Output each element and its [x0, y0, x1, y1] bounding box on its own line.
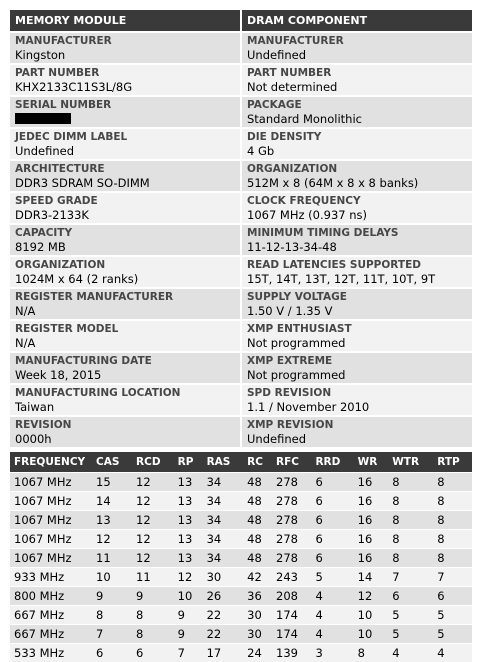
table-cell-rtp: 5	[433, 624, 472, 643]
field-label: MANUFACTURER	[247, 35, 344, 47]
table-cell-rrd: 3	[311, 643, 353, 662]
table-row	[10, 605, 472, 624]
table-cell-cas: 8	[92, 605, 132, 624]
field-label: CLOCK FREQUENCY	[247, 195, 361, 207]
table-cell-rcd: 9	[132, 586, 174, 605]
field-label: JEDEC DIMM LABEL	[15, 131, 128, 143]
memory-module-field-register-model	[10, 321, 240, 351]
timing-table	[10, 452, 472, 662]
dram-component-field-clock-frequency	[242, 193, 472, 223]
table-cell-rtp: 5	[433, 605, 472, 624]
table-cell-rfc: 278	[272, 529, 311, 548]
table-cell-frequency: 1067 MHz	[10, 548, 92, 567]
table-cell-wr: 14	[354, 567, 389, 586]
table-cell-wtr: 8	[388, 491, 433, 510]
field-label: SUPPLY VOLTAGE	[247, 291, 347, 303]
table-cell-ras: 34	[203, 472, 244, 491]
table-cell-rrd: 4	[311, 624, 353, 643]
memory-module-field-capacity	[10, 225, 240, 255]
table-cell-rcd: 12	[132, 491, 174, 510]
table-cell-rtp: 4	[433, 643, 472, 662]
redaction-bar	[15, 113, 71, 124]
table-cell-rtp: 8	[433, 548, 472, 567]
table-row	[10, 586, 472, 605]
table-cell-rp: 13	[174, 472, 203, 491]
field-label: XMP ENTHUSIAST	[247, 323, 352, 335]
dram-component-field-spd-revision	[242, 385, 472, 415]
table-cell-frequency: 667 MHz	[10, 605, 92, 624]
field-label: XMP REVISION	[247, 419, 334, 431]
table-cell-rtp: 8	[433, 472, 472, 491]
table-cell-ras: 22	[203, 624, 244, 643]
table-cell-ras: 34	[203, 529, 244, 548]
table-cell-rp: 13	[174, 510, 203, 529]
dram-component-field-die-density	[242, 129, 472, 159]
field-label: SERIAL NUMBER	[15, 99, 112, 111]
field-value: 8192 MB	[15, 240, 66, 254]
dram-component-field-part-number	[242, 65, 472, 95]
table-cell-wr: 12	[354, 586, 389, 605]
table-cell-rtp: 7	[433, 567, 472, 586]
table-cell-rp: 9	[174, 624, 203, 643]
table-cell-rrd: 6	[311, 529, 353, 548]
table-cell-wtr: 6	[388, 586, 433, 605]
table-cell-ras: 26	[203, 586, 244, 605]
table-cell-cas: 10	[92, 567, 132, 586]
table-cell-rp: 7	[174, 643, 203, 662]
field-label: DIE DENSITY	[247, 131, 322, 143]
field-value: 1.1 / November 2010	[247, 400, 370, 414]
field-value: Standard Monolithic	[247, 112, 362, 126]
table-cell-rtp: 8	[433, 491, 472, 510]
table-cell-rcd: 8	[132, 605, 174, 624]
table-cell-rc: 36	[243, 586, 272, 605]
field-value: N/A	[15, 336, 36, 350]
table-cell-rfc: 278	[272, 548, 311, 567]
dram-component-field-xmp-extreme	[242, 353, 472, 383]
table-cell-rcd: 12	[132, 529, 174, 548]
table-cell-wtr: 4	[388, 643, 433, 662]
table-cell-rrd: 6	[311, 472, 353, 491]
table-cell-rcd: 12	[132, 510, 174, 529]
column-header-rp: RP	[174, 452, 203, 472]
table-cell-rfc: 174	[272, 624, 311, 643]
spd-columns	[10, 10, 472, 447]
table-cell-rp: 9	[174, 605, 203, 624]
field-value: Taiwan	[15, 400, 55, 414]
table-cell-wr: 16	[354, 529, 389, 548]
field-value: Undefined	[15, 144, 74, 158]
field-value: Not programmed	[247, 336, 346, 350]
table-cell-rrd: 6	[311, 510, 353, 529]
table-row	[10, 567, 472, 586]
field-label: REGISTER MODEL	[15, 323, 119, 335]
table-cell-rfc: 278	[272, 472, 311, 491]
column-header-wtr: WTR	[388, 452, 433, 472]
field-label: MANUFACTURER	[15, 35, 112, 47]
field-value: Week 18, 2015	[15, 368, 102, 382]
dram-component-column	[242, 10, 472, 447]
table-cell-wtr: 5	[388, 624, 433, 643]
column-header-rc: RC	[243, 452, 272, 472]
timing-header-row	[10, 452, 472, 472]
table-cell-rp: 13	[174, 529, 203, 548]
table-cell-cas: 15	[92, 472, 132, 491]
field-label: ORGANIZATION	[247, 163, 338, 175]
field-value: 11-12-13-34-48	[247, 240, 337, 254]
field-value: DDR3 SDRAM SO-DIMM	[15, 176, 150, 190]
table-cell-rcd: 8	[132, 624, 174, 643]
table-cell-wtr: 8	[388, 548, 433, 567]
table-row	[10, 472, 472, 491]
table-cell-cas: 11	[92, 548, 132, 567]
field-label: PACKAGE	[247, 99, 302, 111]
table-cell-cas: 7	[92, 624, 132, 643]
table-cell-rfc: 278	[272, 491, 311, 510]
field-value: 1024M x 64 (2 ranks)	[15, 272, 139, 286]
field-value: KHX2133C11S3L/8G	[15, 80, 133, 94]
table-cell-rrd: 6	[311, 548, 353, 567]
field-label: SPEED GRADE	[15, 195, 98, 207]
table-cell-rrd: 6	[311, 491, 353, 510]
table-row	[10, 491, 472, 510]
table-cell-cas: 13	[92, 510, 132, 529]
table-cell-frequency: 1067 MHz	[10, 529, 92, 548]
table-cell-wtr: 8	[388, 510, 433, 529]
table-cell-frequency: 1067 MHz	[10, 491, 92, 510]
table-cell-rp: 13	[174, 548, 203, 567]
table-cell-wtr: 5	[388, 605, 433, 624]
table-cell-rc: 30	[243, 605, 272, 624]
field-value: 4 Gb	[247, 144, 275, 158]
table-cell-wr: 16	[354, 491, 389, 510]
dram-component-header: DRAM COMPONENT	[242, 10, 472, 31]
table-cell-rc: 42	[243, 567, 272, 586]
table-cell-rcd: 11	[132, 567, 174, 586]
table-cell-frequency: 533 MHz	[10, 643, 92, 662]
memory-module-field-manufacturing-date	[10, 353, 240, 383]
memory-module-field-register-manufacturer	[10, 289, 240, 319]
table-cell-rc: 48	[243, 510, 272, 529]
field-label: PART NUMBER	[247, 67, 332, 79]
field-label: MANUFACTURING LOCATION	[15, 387, 181, 399]
table-row	[10, 529, 472, 548]
memory-module-field-manufacturer	[10, 33, 240, 63]
table-cell-rtp: 8	[433, 529, 472, 548]
field-label: MINIMUM TIMING DELAYS	[247, 227, 399, 239]
table-cell-ras: 17	[203, 643, 244, 662]
table-cell-rc: 48	[243, 548, 272, 567]
field-label: REVISION	[15, 419, 72, 431]
table-cell-wr: 8	[354, 643, 389, 662]
table-cell-rfc: 278	[272, 510, 311, 529]
table-cell-frequency: 667 MHz	[10, 624, 92, 643]
table-cell-rfc: 243	[272, 567, 311, 586]
table-cell-rfc: 208	[272, 586, 311, 605]
field-value: Undefined	[247, 48, 306, 62]
column-header-cas: CAS	[92, 452, 132, 472]
column-header-ras: RAS	[203, 452, 244, 472]
table-cell-rfc: 174	[272, 605, 311, 624]
table-cell-rc: 30	[243, 624, 272, 643]
field-label: REGISTER MANUFACTURER	[15, 291, 174, 303]
table-cell-rp: 12	[174, 567, 203, 586]
field-value: 1.50 V / 1.35 V	[247, 304, 333, 318]
table-cell-cas: 14	[92, 491, 132, 510]
table-cell-wr: 10	[354, 605, 389, 624]
table-cell-rtp: 6	[433, 586, 472, 605]
table-row	[10, 548, 472, 567]
memory-module-field-speed-grade	[10, 193, 240, 223]
table-cell-wr: 16	[354, 510, 389, 529]
column-header-frequency: FREQUENCY	[10, 452, 92, 472]
field-label: CAPACITY	[15, 227, 73, 239]
table-cell-rc: 48	[243, 472, 272, 491]
table-cell-ras: 22	[203, 605, 244, 624]
table-cell-rp: 10	[174, 586, 203, 605]
table-cell-rcd: 6	[132, 643, 174, 662]
table-cell-ras: 34	[203, 491, 244, 510]
spd-info-panel	[10, 10, 472, 662]
table-cell-rp: 13	[174, 491, 203, 510]
table-cell-wr: 10	[354, 624, 389, 643]
field-label: ARCHITECTURE	[15, 163, 105, 175]
dram-component-field-xmp-revision	[242, 417, 472, 447]
table-cell-rcd: 12	[132, 548, 174, 567]
column-header-rrd: RRD	[311, 452, 353, 472]
memory-module-field-revision	[10, 417, 240, 447]
table-cell-rc: 24	[243, 643, 272, 662]
memory-module-field-part-number	[10, 65, 240, 95]
dram-component-field-manufacturer	[242, 33, 472, 63]
dram-component-field-read-latencies-supported	[242, 257, 472, 287]
field-label: ORGANIZATION	[15, 259, 106, 271]
dram-component-field-minimum-timing-delays	[242, 225, 472, 255]
table-cell-frequency: 1067 MHz	[10, 510, 92, 529]
memory-module-column	[10, 10, 240, 447]
table-cell-rrd: 4	[311, 586, 353, 605]
field-value: Not determined	[247, 80, 338, 94]
table-cell-rtp: 8	[433, 510, 472, 529]
column-header-rcd: RCD	[132, 452, 174, 472]
field-value: Kingston	[15, 48, 66, 62]
field-label: PART NUMBER	[15, 67, 100, 79]
table-cell-wtr: 8	[388, 529, 433, 548]
table-cell-frequency: 800 MHz	[10, 586, 92, 605]
dram-component-field-package	[242, 97, 472, 127]
table-cell-ras: 30	[203, 567, 244, 586]
table-cell-cas: 9	[92, 586, 132, 605]
memory-module-header: MEMORY MODULE	[10, 10, 240, 31]
field-label: MANUFACTURING DATE	[15, 355, 152, 367]
field-value: 15T, 14T, 13T, 12T, 11T, 10T, 9T	[247, 272, 436, 286]
table-cell-frequency: 1067 MHz	[10, 472, 92, 491]
table-cell-rrd: 4	[311, 605, 353, 624]
table-row	[10, 624, 472, 643]
table-cell-ras: 34	[203, 510, 244, 529]
field-value: Not programmed	[247, 368, 346, 382]
table-cell-wtr: 8	[388, 472, 433, 491]
table-cell-cas: 6	[92, 643, 132, 662]
table-cell-wr: 16	[354, 548, 389, 567]
field-label: XMP EXTREME	[247, 355, 333, 367]
table-cell-rc: 48	[243, 491, 272, 510]
table-cell-rrd: 5	[311, 567, 353, 586]
memory-module-field-jedec-dimm-label	[10, 129, 240, 159]
memory-module-field-architecture	[10, 161, 240, 191]
table-cell-rc: 48	[243, 529, 272, 548]
field-label: SPD REVISION	[247, 387, 332, 399]
table-row	[10, 510, 472, 529]
memory-module-field-serial-number	[10, 97, 240, 127]
field-value: 0000h	[15, 432, 52, 446]
field-value: 512M x 8 (64M x 8 x 8 banks)	[247, 176, 419, 190]
table-cell-rfc: 139	[272, 643, 311, 662]
column-header-rfc: RFC	[272, 452, 311, 472]
dram-component-field-xmp-enthusiast	[242, 321, 472, 351]
field-value: DDR3-2133K	[15, 208, 89, 222]
table-cell-cas: 12	[92, 529, 132, 548]
memory-module-field-organization	[10, 257, 240, 287]
column-header-rtp: RTP	[433, 452, 472, 472]
table-cell-rcd: 12	[132, 472, 174, 491]
field-value: N/A	[15, 304, 36, 318]
column-header-wr: WR	[354, 452, 389, 472]
table-cell-frequency: 933 MHz	[10, 567, 92, 586]
redacted-value	[15, 112, 240, 127]
table-cell-wr: 16	[354, 472, 389, 491]
table-cell-ras: 34	[203, 548, 244, 567]
field-label: READ LATENCIES SUPPORTED	[247, 259, 421, 271]
memory-module-field-manufacturing-location	[10, 385, 240, 415]
table-row	[10, 643, 472, 662]
table-cell-wtr: 7	[388, 567, 433, 586]
dram-component-field-supply-voltage	[242, 289, 472, 319]
field-value: Undefined	[247, 432, 306, 446]
field-value: 1067 MHz (0.937 ns)	[247, 208, 368, 222]
dram-component-field-organization	[242, 161, 472, 191]
